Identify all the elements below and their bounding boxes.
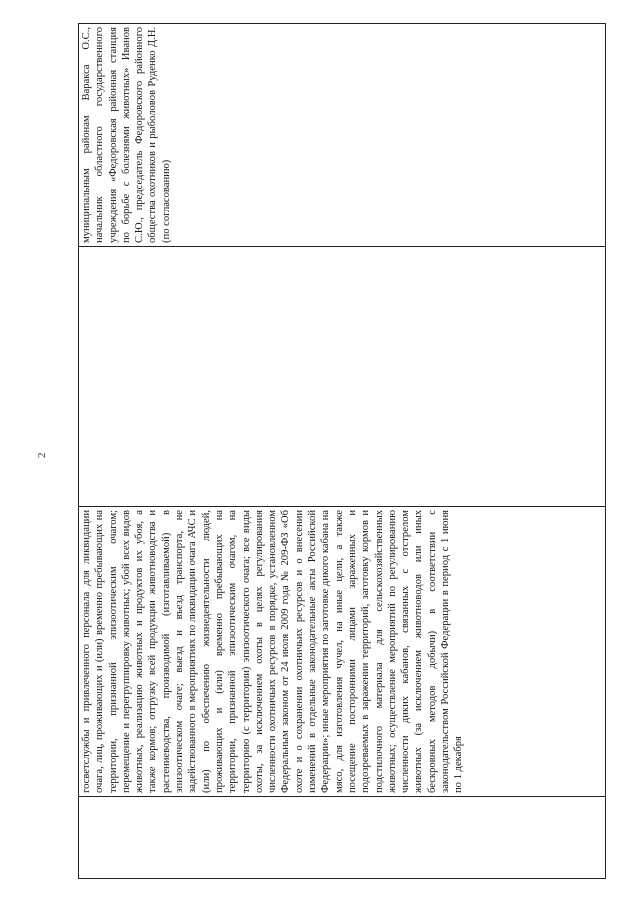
table-cell-responsible: [79, 24, 606, 247]
page-number: 2: [36, 452, 48, 458]
table-cell-measures: [79, 507, 606, 797]
measures-text: госветслужбы и привлеченного персонала для ликвидации очага, лиц, проживающих и (или) временно пребывающих на территории, признанной эпизоотическим очагом; перемещение и перегруппировку животных; убой всех видов животных, реализацию животных и продуктов их убоя, а также кормов; отгрузку всей продукции животноводства и растениеводства, производимой (изготавливаемой) в эпизоотическом очаге; выезд и въезд транспорта, не задействованного в мероприятиях по ликвидации очага АЧС и (или) по обеспечению жизнедеятельности людей, проживающих и (или) временно пребывающих на территории, признанной эпизоотическим очагом, на территорию (с территории) эпизоотического очага; все виды охоты, за исключением охоты в целях регулирования численности охотничьих ресурсов в порядке, установленном Федеральным законом от 24 июля 2009 года № 209-ФЗ «Об охоте и о сохранении охотничьих ресурсов и о внесении изменений в отдельные законодательные акты Российской Федерации»; иные мероприятия по заготовке дикого кабана на мясо, для изготовления чучел, на иные цели, а также посещение посторонними лицами зараженных и подозреваемых в заражении территорий, заготовку кормов и подстилочного материала для сельскохозяйственных животных; осуществление мероприятий по регулированию численности диких кабанов, связанных с отстрелом животных (за исключением животноводов или иных бескровных методов добычи) в соответствии с законодательством Российской Федерации в период с 1 июня по 1 декабря: [81, 510, 465, 793]
responsible-text: муниципальным районам Вараксa О.С., начальник областного государственного учреждения «Федоровская районная станция по борьбе с болезнями животных» Иванов С.Ю., председатель Федоровского районного общества охотников и рыболовов Руденко Д.Н. (по согласованию): [81, 27, 172, 243]
table-cell-deadline: [79, 247, 606, 507]
table-cell-number: [79, 797, 606, 879]
table-row: [79, 24, 606, 879]
measures-table: [78, 23, 606, 879]
